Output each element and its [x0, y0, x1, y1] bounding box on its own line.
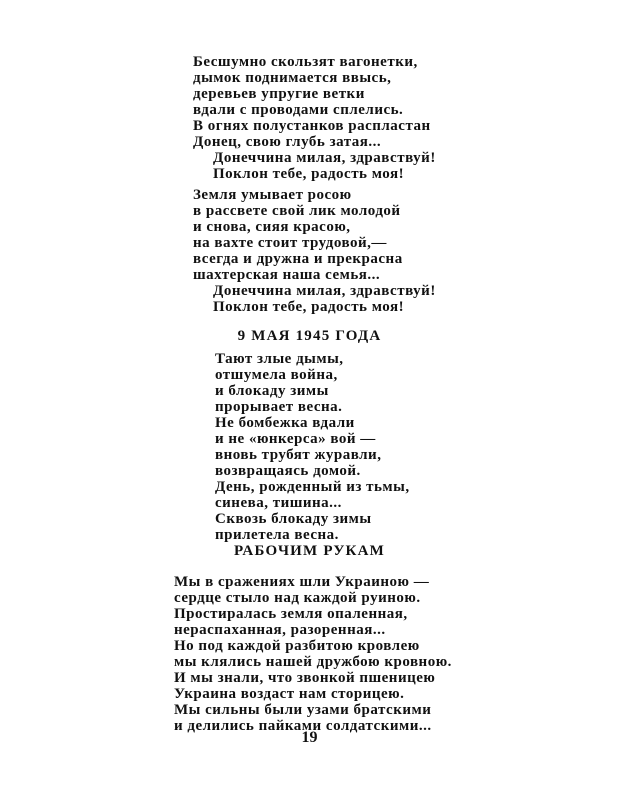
verse-line: вдали с проводами сплелись.	[193, 102, 404, 118]
verse-line: синева, тишина...	[215, 495, 342, 511]
page-number: 19	[301, 729, 318, 746]
verse-line: и снова, сияя красою,	[193, 219, 351, 235]
verse-line: дымок поднимается ввысь,	[193, 70, 392, 86]
verse-line: и делились пайками солдатскими...	[174, 718, 432, 734]
poem3-body	[174, 574, 452, 734]
verse-line: прилетела весна.	[215, 527, 339, 543]
verse-line: всегда и дружна и прекрасна	[193, 251, 403, 267]
verse-line: Донец, свою глубь затая...	[193, 134, 382, 150]
verse-line: В огнях полустанков распластан	[193, 118, 431, 134]
verse-line: прорывает весна.	[215, 399, 343, 415]
verse-line: возвращаясь домой.	[215, 463, 361, 479]
verse-line: Простиралась земля опаленная,	[174, 606, 408, 622]
poem2-title: 9 МАЯ 1945 ГОДА	[237, 328, 382, 344]
verse-refrain: Поклон тебе, радость моя!	[213, 166, 405, 182]
verse-line: День, рожденный из тьмы,	[215, 479, 410, 495]
poem1-stanza1	[193, 54, 436, 182]
verse-line: Мы сильны были узами братскими	[174, 702, 432, 718]
verse-line: Земля умывает росою	[193, 187, 352, 203]
verse-line: И мы знали, что звонкой пшеницею	[174, 670, 436, 686]
verse-line: Бесшумно скользят вагонетки,	[193, 54, 418, 70]
verse-line: в рассвете свой лик молодой	[193, 203, 401, 219]
verse-refrain: Донеччина милая, здравствуй!	[213, 150, 436, 166]
verse-line: мы клялись нашей дружбою кровною.	[174, 654, 452, 670]
verse-line: и блокаду зимы	[215, 383, 329, 399]
verse-line: шахтерская наша семья...	[193, 267, 381, 283]
verse-line: отшумела война,	[215, 367, 338, 383]
verse-line: Не бомбежка вдали	[215, 415, 355, 431]
verse-line: Но под каждой разбитою кровлею	[174, 638, 420, 654]
verse-line: Украина воздаст нам сторицею.	[174, 686, 405, 702]
verse-line: Тают злые дымы,	[215, 351, 344, 367]
verse-line: деревьев упругие ветки	[193, 86, 365, 102]
verse-refrain: Поклон тебе, радость моя!	[213, 299, 405, 315]
verse-line: нераспаханная, разоренная...	[174, 622, 386, 638]
verse-line: Мы в сражениях шли Украиною —	[174, 574, 430, 590]
poem2-body	[215, 351, 410, 543]
poem3-title: РАБОЧИМ РУКАМ	[233, 543, 386, 559]
verse-refrain: Донеччина милая, здравствуй!	[213, 283, 436, 299]
poem1-stanza2	[193, 187, 436, 315]
verse-line: и не «юнкерса» вой —	[215, 431, 376, 447]
verse-line: вновь трубят журавли,	[215, 447, 382, 463]
verse-line: Сквозь блокаду зимы	[215, 511, 372, 527]
verse-line: сердце стыло над каждой руиною.	[174, 590, 421, 606]
verse-line: на вахте стоит трудовой,—	[193, 235, 387, 251]
